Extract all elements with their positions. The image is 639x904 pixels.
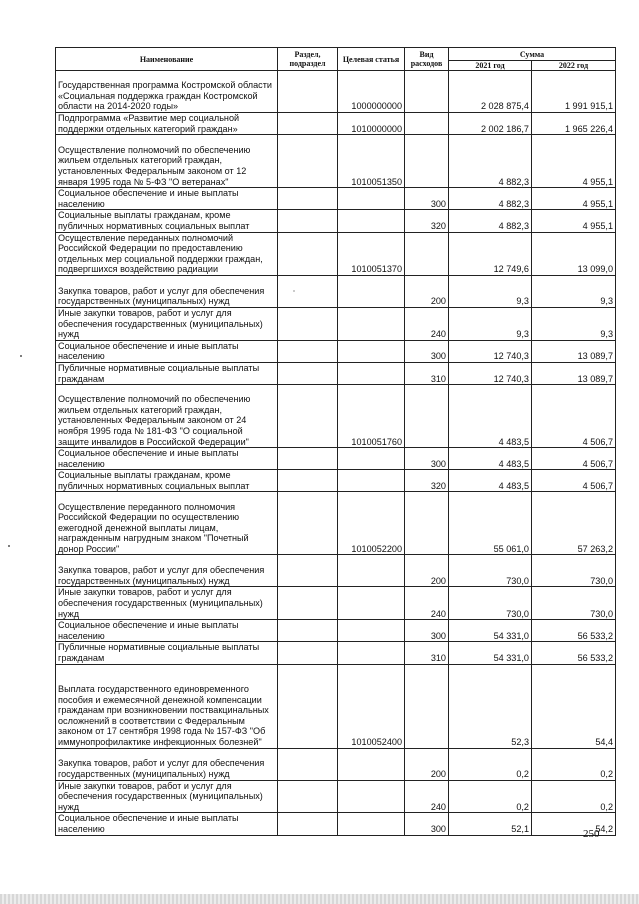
row-target-code <box>338 210 405 232</box>
row-name: Государственная программа Костромской области «Социальная поддержка граждан Костромской области на 2014-2020 годы» <box>56 71 278 113</box>
row-expense-kind: 240 <box>405 587 449 620</box>
table-row <box>56 620 616 642</box>
row-target-code <box>338 188 405 210</box>
row-expense-kind: 310 <box>405 362 449 384</box>
row-sum-2022: 4 955,1 <box>532 135 616 188</box>
header-kind: Вид расходов <box>405 48 449 71</box>
row-target-code <box>338 307 405 340</box>
row-sum-2021: 4 483,5 <box>449 448 532 470</box>
scan-speck <box>8 545 10 547</box>
header-name: Наименование <box>56 48 278 71</box>
row-section <box>278 307 338 340</box>
row-target-code <box>338 275 405 307</box>
row-sum-2022: 4 506,7 <box>532 385 616 448</box>
table-row <box>56 210 616 232</box>
row-expense-kind: 300 <box>405 620 449 642</box>
row-section <box>278 71 338 113</box>
row-sum-2022: 13 089,7 <box>532 340 616 362</box>
row-target-code <box>338 362 405 384</box>
page-number: 250 <box>583 828 600 840</box>
row-section <box>278 275 338 307</box>
row-section <box>278 587 338 620</box>
header-target: Целевая статья <box>338 48 405 71</box>
row-section <box>278 362 338 384</box>
table-row <box>56 470 616 492</box>
row-name: Публичные нормативные социальные выплаты гражданам <box>56 642 278 664</box>
row-sum-2022: 0,2 <box>532 780 616 813</box>
table-row <box>56 362 616 384</box>
row-section <box>278 113 338 135</box>
row-section <box>278 340 338 362</box>
row-target-code: 1010051760 <box>338 385 405 448</box>
row-target-code <box>338 448 405 470</box>
row-sum-2022: 4 955,1 <box>532 210 616 232</box>
row-target-code: 1010051370 <box>338 232 405 275</box>
row-expense-kind: 200 <box>405 748 449 780</box>
row-expense-kind: 240 <box>405 307 449 340</box>
row-expense-kind: 310 <box>405 642 449 664</box>
row-name: Осуществление переданного полномочия Российской Федерации по осуществлению ежегодной денежной выплаты лицам, награжденным нагрудным знаком "Почетный донор России" <box>56 492 278 555</box>
row-expense-kind <box>405 664 449 748</box>
row-expense-kind <box>405 135 449 188</box>
row-name: Закупка товаров, работ и услуг для обеспечения государственных (муниципальных) нужд <box>56 555 278 587</box>
row-sum-2021: 0,2 <box>449 780 532 813</box>
row-sum-2021: 12 740,3 <box>449 362 532 384</box>
row-sum-2021: 4 882,3 <box>449 210 532 232</box>
row-sum-2022: 56 533,2 <box>532 620 616 642</box>
table-row <box>56 340 616 362</box>
table-row <box>56 135 616 188</box>
row-expense-kind <box>405 71 449 113</box>
row-expense-kind: 300 <box>405 188 449 210</box>
row-sum-2022: 9,3 <box>532 275 616 307</box>
row-section <box>278 555 338 587</box>
row-name: Иные закупки товаров, работ и услуг для обеспечения государственных (муниципальных) нужд <box>56 587 278 620</box>
row-section <box>278 470 338 492</box>
row-sum-2021: 52,1 <box>449 813 532 835</box>
row-name: Социальные выплаты гражданам, кроме публичных нормативных социальных выплат <box>56 470 278 492</box>
row-sum-2021: 4 882,3 <box>449 135 532 188</box>
header-section: Раздел, подраздел <box>278 48 338 71</box>
row-sum-2022: 57 263,2 <box>532 492 616 555</box>
row-sum-2022: 4 506,7 <box>532 470 616 492</box>
row-sum-2021: 2 028 875,4 <box>449 71 532 113</box>
row-name: Социальное обеспечение и иные выплаты населению <box>56 340 278 362</box>
row-expense-kind <box>405 232 449 275</box>
row-target-code <box>338 642 405 664</box>
row-target-code <box>338 748 405 780</box>
row-section <box>278 135 338 188</box>
row-target-code: 1010052200 <box>338 492 405 555</box>
budget-table <box>55 47 616 836</box>
row-expense-kind: 200 <box>405 275 449 307</box>
table-row <box>56 555 616 587</box>
row-sum-2022: 13 089,7 <box>532 362 616 384</box>
row-name: Социальное обеспечение и иные выплаты населению <box>56 448 278 470</box>
row-section <box>278 385 338 448</box>
row-sum-2022: 13 099,0 <box>532 232 616 275</box>
row-sum-2021: 4 882,3 <box>449 188 532 210</box>
row-expense-kind <box>405 492 449 555</box>
row-sum-2021: 12 740,3 <box>449 340 532 362</box>
row-name: Подпрограмма «Развитие мер социальной поддержки отдельных категорий граждан» <box>56 113 278 135</box>
row-section <box>278 664 338 748</box>
table-row <box>56 113 616 135</box>
row-name: Иные закупки товаров, работ и услуг для обеспечения государственных (муниципальных) нужд <box>56 307 278 340</box>
row-sum-2022: 54,4 <box>532 664 616 748</box>
row-sum-2022: 1 991 915,1 <box>532 71 616 113</box>
row-sum-2022: 54,2 <box>532 813 616 835</box>
row-section <box>278 748 338 780</box>
row-sum-2022: 1 965 226,4 <box>532 113 616 135</box>
header-2022: 2022 год <box>532 61 616 71</box>
table-row <box>56 492 616 555</box>
row-target-code: 1000000000 <box>338 71 405 113</box>
table-row <box>56 748 616 780</box>
row-sum-2021: 730,0 <box>449 587 532 620</box>
row-name: Осуществление полномочий по обеспечению жильем отдельных категорий граждан, установленных Федеральным законом от 24 ноября 1995 года № 181-ФЗ "О социальной защите инвалидов в Российской Федерации" <box>56 385 278 448</box>
row-sum-2022: 730,0 <box>532 587 616 620</box>
row-section <box>278 448 338 470</box>
row-target-code <box>338 813 405 835</box>
row-name: Социальное обеспечение и иные выплаты населению <box>56 188 278 210</box>
row-expense-kind: 300 <box>405 340 449 362</box>
row-target-code <box>338 555 405 587</box>
row-section <box>278 620 338 642</box>
row-expense-kind: 320 <box>405 210 449 232</box>
row-name: Выплата государственного единовременного пособия и ежемесячной денежной компенсации гражданам при возникновении поствакцинальных осложнений в соответствии с Федеральным законом от 17 сентября 1998 года № 157-ФЗ "Об иммунопрофилактике инфекционных болезней" <box>56 664 278 748</box>
row-sum-2022: 56 533,2 <box>532 642 616 664</box>
row-sum-2021: 0,2 <box>449 748 532 780</box>
row-name: Закупка товаров, работ и услуг для обеспечения государственных (муниципальных) нужд <box>56 275 278 307</box>
table-row <box>56 232 616 275</box>
row-target-code <box>338 340 405 362</box>
row-expense-kind: 200 <box>405 555 449 587</box>
row-section <box>278 210 338 232</box>
row-name: Осуществление переданных полномочий Российской Федерации по предоставлению отдельных мер социальной поддержки граждан, подвергшихся воздействию радиации <box>56 232 278 275</box>
scan-edge <box>0 894 639 904</box>
row-name: Социальное обеспечение и иные выплаты населению <box>56 813 278 835</box>
row-expense-kind: 300 <box>405 448 449 470</box>
row-section <box>278 642 338 664</box>
row-target-code <box>338 780 405 813</box>
table-row <box>56 71 616 113</box>
row-name: Социальное обеспечение и иные выплаты населению <box>56 620 278 642</box>
header-sum: Сумма <box>449 48 616 61</box>
row-sum-2021: 730,0 <box>449 555 532 587</box>
row-sum-2022: 4 955,1 <box>532 188 616 210</box>
table-row <box>56 188 616 210</box>
row-expense-kind: 320 <box>405 470 449 492</box>
table-row <box>56 664 616 748</box>
row-sum-2022: 730,0 <box>532 555 616 587</box>
row-name: Публичные нормативные социальные выплаты гражданам <box>56 362 278 384</box>
row-name: Социальные выплаты гражданам, кроме публичных нормативных социальных выплат <box>56 210 278 232</box>
header-2021: 2021 год <box>449 61 532 71</box>
scan-speck <box>293 290 295 292</box>
row-name: Иные закупки товаров, работ и услуг для обеспечения государственных (муниципальных) нужд <box>56 780 278 813</box>
row-expense-kind <box>405 385 449 448</box>
row-expense-kind <box>405 113 449 135</box>
row-sum-2021: 55 061,0 <box>449 492 532 555</box>
row-expense-kind: 300 <box>405 813 449 835</box>
row-name: Осуществление полномочий по обеспечению жильем отдельных категорий граждан, установленных Федеральным законом от 12 января 1995 года № 5-ФЗ "О ветеранах" <box>56 135 278 188</box>
row-sum-2021: 12 749,6 <box>449 232 532 275</box>
row-section <box>278 232 338 275</box>
row-section <box>278 492 338 555</box>
row-sum-2021: 4 483,5 <box>449 470 532 492</box>
row-sum-2021: 54 331,0 <box>449 642 532 664</box>
scan-speck <box>20 355 22 357</box>
table-row <box>56 587 616 620</box>
table-row <box>56 448 616 470</box>
table-row <box>56 813 616 835</box>
row-sum-2021: 54 331,0 <box>449 620 532 642</box>
row-target-code: 1010000000 <box>338 113 405 135</box>
row-sum-2022: 4 506,7 <box>532 448 616 470</box>
row-target-code <box>338 587 405 620</box>
row-sum-2022: 9,3 <box>532 307 616 340</box>
row-sum-2021: 2 002 186,7 <box>449 113 532 135</box>
row-section <box>278 188 338 210</box>
table-row <box>56 780 616 813</box>
table-row <box>56 642 616 664</box>
row-section <box>278 780 338 813</box>
row-expense-kind: 240 <box>405 780 449 813</box>
row-sum-2021: 52,3 <box>449 664 532 748</box>
row-sum-2021: 9,3 <box>449 307 532 340</box>
row-target-code: 1010052400 <box>338 664 405 748</box>
table-row <box>56 385 616 448</box>
row-section <box>278 813 338 835</box>
table-row <box>56 275 616 307</box>
row-target-code <box>338 470 405 492</box>
table-row <box>56 307 616 340</box>
row-sum-2022: 0,2 <box>532 748 616 780</box>
row-name: Закупка товаров, работ и услуг для обеспечения государственных (муниципальных) нужд <box>56 748 278 780</box>
row-sum-2021: 4 483,5 <box>449 385 532 448</box>
row-sum-2021: 9,3 <box>449 275 532 307</box>
row-target-code <box>338 620 405 642</box>
row-target-code: 1010051350 <box>338 135 405 188</box>
